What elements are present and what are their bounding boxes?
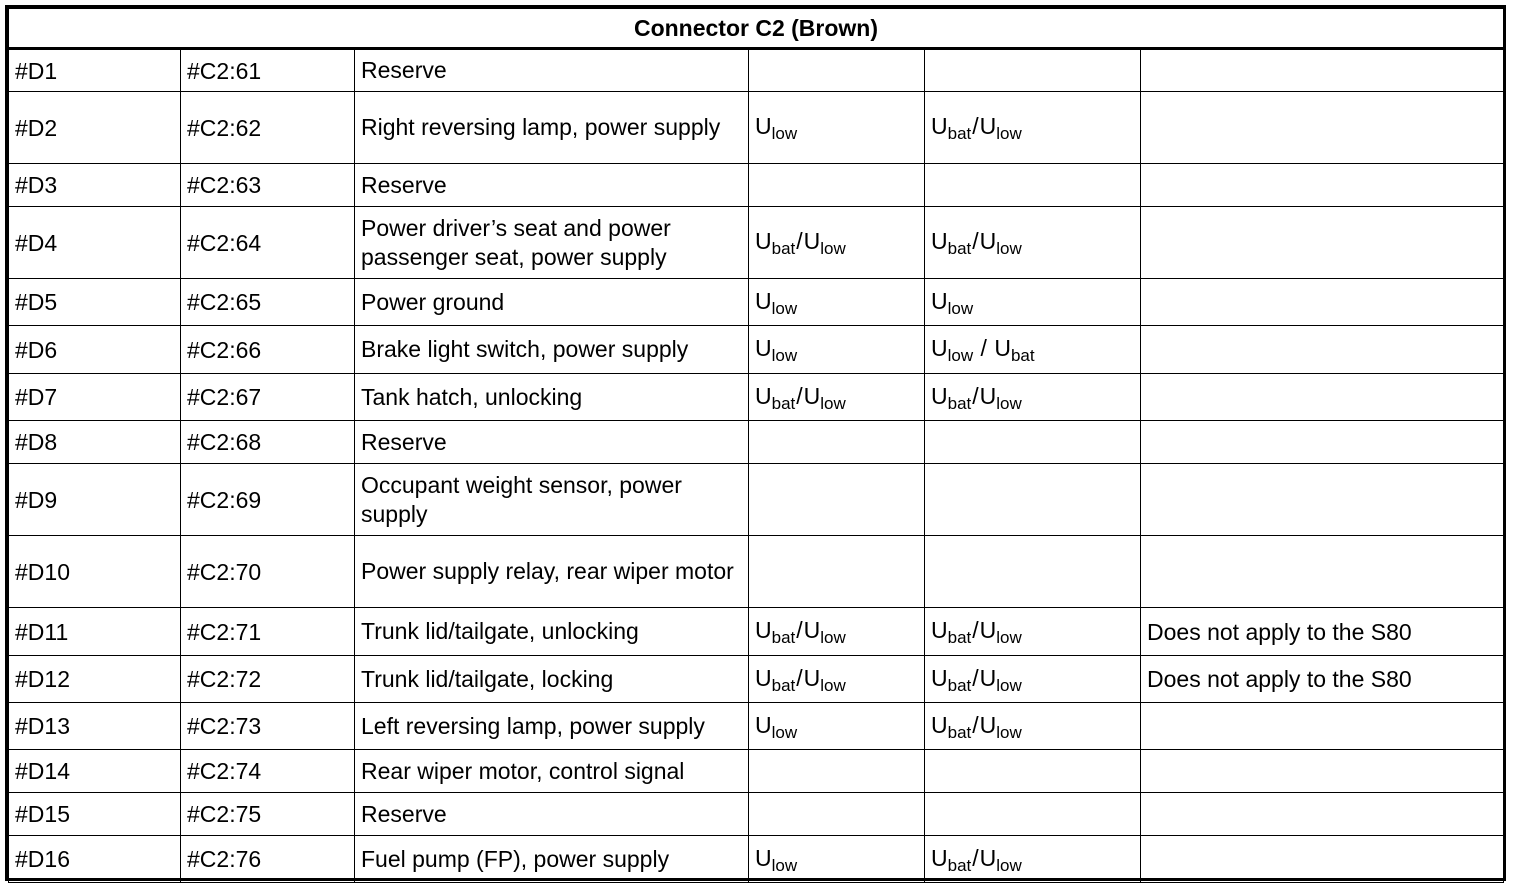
voltage-subscript: low	[947, 298, 974, 318]
connector-cell: #C2:65	[181, 279, 355, 326]
table-body	[9, 49, 1504, 883]
pin-cell: #D8	[9, 421, 181, 464]
description-cell: Brake light switch, power supply	[355, 326, 749, 374]
connector-cell: #C2:76	[181, 836, 355, 883]
voltage-symbol: U	[931, 228, 948, 254]
connector-cell: #C2:71	[181, 608, 355, 656]
voltage-subscript: low	[996, 855, 1022, 875]
pin-cell: #D11	[9, 608, 181, 656]
voltage-symbol: U	[755, 617, 772, 643]
voltage-state-1-cell	[749, 207, 925, 279]
note-cell	[1141, 207, 1504, 279]
connector-cell: #C2:63	[181, 164, 355, 207]
voltage-subscript: low	[820, 628, 846, 647]
table-row	[9, 750, 1504, 793]
voltage-subscript: bat	[771, 628, 796, 647]
voltage-symbol: U	[979, 382, 997, 409]
description-cell: Trunk lid/tailgate, locking	[355, 656, 749, 703]
voltage-state-2-cell	[925, 703, 1141, 750]
voltage-state-2-cell	[925, 164, 1141, 207]
voltage-subscript: bat	[947, 675, 972, 695]
note-cell: Does not apply to the S80	[1141, 656, 1504, 703]
voltage-separator: /	[974, 335, 994, 361]
voltage-symbol: U	[803, 664, 821, 691]
voltage-symbol: U	[755, 228, 772, 254]
voltage-state-1-cell	[749, 836, 925, 883]
table-row	[9, 464, 1504, 536]
table-row	[9, 703, 1504, 750]
voltage-symbol: U	[979, 711, 997, 738]
voltage-state-2-cell	[925, 421, 1141, 464]
voltage-state-1-cell	[749, 92, 925, 164]
description-cell: Reserve	[355, 164, 749, 207]
voltage-state-1-cell	[749, 421, 925, 464]
pin-cell: #D7	[9, 374, 181, 421]
voltage-state-1-cell	[749, 464, 925, 536]
voltage-symbol: U	[931, 844, 948, 871]
voltage-symbol: U	[931, 113, 948, 139]
pin-cell: #D2	[9, 92, 181, 164]
table-row	[9, 656, 1504, 703]
description-cell: Reserve	[355, 793, 749, 836]
voltage-symbol: U	[979, 228, 997, 254]
voltage-state-2-cell	[925, 374, 1141, 421]
voltage-state-2-cell	[925, 326, 1141, 374]
connector-pin-table	[8, 8, 1504, 883]
table-row	[9, 793, 1504, 836]
table-row	[9, 279, 1504, 326]
voltage-state-1-cell	[749, 326, 925, 374]
note-cell	[1141, 793, 1504, 836]
voltage-subscript: low	[820, 393, 846, 413]
voltage-subscript: bat	[947, 855, 972, 875]
voltage-state-2-cell	[925, 464, 1141, 536]
voltage-state-1-cell	[749, 49, 925, 92]
voltage-state-1-cell	[749, 374, 925, 421]
voltage-subscript: bat	[947, 393, 972, 413]
voltage-symbol: U	[931, 617, 948, 643]
voltage-subscript: bat	[771, 393, 796, 413]
voltage-separator: /	[972, 617, 979, 643]
description-cell: Tank hatch, unlocking	[355, 374, 749, 421]
voltage-state-2-cell	[925, 656, 1141, 703]
connector-cell: #C2:69	[181, 464, 355, 536]
description-cell: Reserve	[355, 49, 749, 92]
voltage-symbol: U	[755, 711, 772, 738]
voltage-separator: /	[972, 664, 979, 691]
pin-cell: #D12	[9, 656, 181, 703]
voltage-symbol: U	[979, 664, 997, 691]
voltage-state-1-cell	[749, 793, 925, 836]
voltage-subscript: bat	[947, 124, 972, 143]
voltage-separator: /	[796, 382, 803, 409]
table-row	[9, 207, 1504, 279]
voltage-subscript: bat	[947, 722, 972, 742]
voltage-separator: /	[972, 844, 979, 871]
voltage-symbol: U	[994, 335, 1011, 361]
pin-cell: #D3	[9, 164, 181, 207]
voltage-subscript: low	[820, 239, 846, 258]
pin-cell: #D1	[9, 49, 181, 92]
voltage-symbol: U	[931, 287, 948, 314]
voltage-symbol: U	[979, 113, 997, 139]
voltage-separator: /	[972, 382, 979, 409]
voltage-state-2-cell	[925, 750, 1141, 793]
pin-cell: #D4	[9, 207, 181, 279]
table-row	[9, 374, 1504, 421]
voltage-state-1-cell	[749, 750, 925, 793]
voltage-symbol: U	[755, 382, 772, 409]
description-cell: Reserve	[355, 421, 749, 464]
voltage-symbol: U	[755, 664, 772, 691]
note-cell	[1141, 703, 1504, 750]
voltage-subscript: low	[996, 124, 1022, 143]
description-cell: Right reversing lamp, power supply	[355, 92, 749, 164]
note-cell	[1141, 92, 1504, 164]
note-cell	[1141, 536, 1504, 608]
connector-cell: #C2:66	[181, 326, 355, 374]
table-row	[9, 836, 1504, 883]
voltage-symbol: U	[931, 382, 948, 409]
voltage-subscript: low	[771, 722, 798, 742]
voltage-state-1-cell	[749, 608, 925, 656]
connector-cell: #C2:70	[181, 536, 355, 608]
voltage-symbol: U	[979, 617, 997, 643]
pin-cell: #D5	[9, 279, 181, 326]
voltage-subscript: bat	[771, 239, 796, 258]
voltage-subscript: bat	[1010, 346, 1035, 365]
voltage-state-2-cell	[925, 49, 1141, 92]
voltage-symbol: U	[803, 228, 821, 254]
pin-cell: #D16	[9, 836, 181, 883]
description-cell: Occupant weight sensor, power supply	[355, 464, 749, 536]
description-cell: Rear wiper motor, control signal	[355, 750, 749, 793]
pin-cell: #D13	[9, 703, 181, 750]
pin-cell: #D14	[9, 750, 181, 793]
voltage-subscript: bat	[947, 628, 972, 647]
voltage-state-1-cell	[749, 703, 925, 750]
table-row	[9, 536, 1504, 608]
note-cell	[1141, 326, 1504, 374]
connector-cell: #C2:73	[181, 703, 355, 750]
voltage-subscript: bat	[947, 239, 972, 258]
voltage-separator: /	[972, 113, 979, 139]
voltage-subscript: low	[771, 298, 798, 318]
voltage-symbol: U	[755, 335, 772, 361]
voltage-symbol: U	[803, 382, 821, 409]
voltage-symbol: U	[755, 287, 772, 314]
table-title: Connector C2 (Brown)	[9, 9, 1504, 49]
note-cell	[1141, 836, 1504, 883]
voltage-symbol: U	[979, 844, 997, 871]
voltage-state-2-cell	[925, 207, 1141, 279]
table-row	[9, 326, 1504, 374]
table-title-row	[9, 9, 1504, 49]
voltage-separator: /	[972, 711, 979, 738]
description-cell: Left reversing lamp, power supply	[355, 703, 749, 750]
voltage-symbol: U	[803, 617, 821, 643]
connector-cell: #C2:74	[181, 750, 355, 793]
voltage-state-2-cell	[925, 279, 1141, 326]
voltage-symbol: U	[755, 844, 772, 871]
description-cell: Trunk lid/tailgate, unlocking	[355, 608, 749, 656]
voltage-subscript: low	[820, 675, 846, 695]
voltage-separator: /	[796, 664, 803, 691]
description-cell: Fuel pump (FP), power supply	[355, 836, 749, 883]
voltage-state-2-cell	[925, 536, 1141, 608]
pin-cell: #D6	[9, 326, 181, 374]
voltage-state-2-cell	[925, 836, 1141, 883]
note-cell	[1141, 374, 1504, 421]
voltage-subscript: low	[996, 675, 1022, 695]
voltage-separator: /	[972, 228, 979, 254]
voltage-subscript: low	[947, 346, 974, 365]
voltage-state-2-cell	[925, 793, 1141, 836]
voltage-subscript: low	[771, 346, 798, 365]
connector-cell: #C2:75	[181, 793, 355, 836]
note-cell	[1141, 279, 1504, 326]
voltage-state-2-cell	[925, 608, 1141, 656]
description-cell: Power driver’s seat and power passenger seat, power supply	[355, 207, 749, 279]
table-row	[9, 164, 1504, 207]
voltage-subscript: low	[996, 722, 1022, 742]
table-row	[9, 92, 1504, 164]
connector-cell: #C2:64	[181, 207, 355, 279]
voltage-subscript: low	[996, 239, 1022, 258]
connector-cell: #C2:62	[181, 92, 355, 164]
connector-cell: #C2:61	[181, 49, 355, 92]
voltage-state-1-cell	[749, 279, 925, 326]
voltage-subscript: low	[771, 124, 798, 143]
note-cell	[1141, 49, 1504, 92]
voltage-state-1-cell	[749, 164, 925, 207]
voltage-state-2-cell	[925, 92, 1141, 164]
connector-table-frame	[5, 5, 1506, 881]
description-cell: Power ground	[355, 279, 749, 326]
table-row	[9, 608, 1504, 656]
pin-cell: #D9	[9, 464, 181, 536]
voltage-symbol: U	[931, 664, 948, 691]
note-cell: Does not apply to the S80	[1141, 608, 1504, 656]
connector-cell: #C2:72	[181, 656, 355, 703]
connector-cell: #C2:68	[181, 421, 355, 464]
pin-cell: #D15	[9, 793, 181, 836]
description-cell: Power supply relay, rear wiper motor	[355, 536, 749, 608]
voltage-state-1-cell	[749, 536, 925, 608]
voltage-subscript: low	[996, 393, 1022, 413]
note-cell	[1141, 464, 1504, 536]
voltage-symbol: U	[755, 113, 772, 139]
note-cell	[1141, 164, 1504, 207]
note-cell	[1141, 421, 1504, 464]
voltage-subscript: low	[996, 628, 1022, 647]
voltage-symbol: U	[931, 335, 948, 361]
voltage-state-1-cell	[749, 656, 925, 703]
voltage-subscript: bat	[771, 675, 796, 695]
voltage-symbol: U	[931, 711, 948, 738]
note-cell	[1141, 750, 1504, 793]
table-row	[9, 49, 1504, 92]
voltage-separator: /	[796, 617, 803, 643]
connector-cell: #C2:67	[181, 374, 355, 421]
pin-cell: #D10	[9, 536, 181, 608]
voltage-separator: /	[796, 228, 803, 254]
voltage-subscript: low	[771, 855, 798, 875]
table-row	[9, 421, 1504, 464]
